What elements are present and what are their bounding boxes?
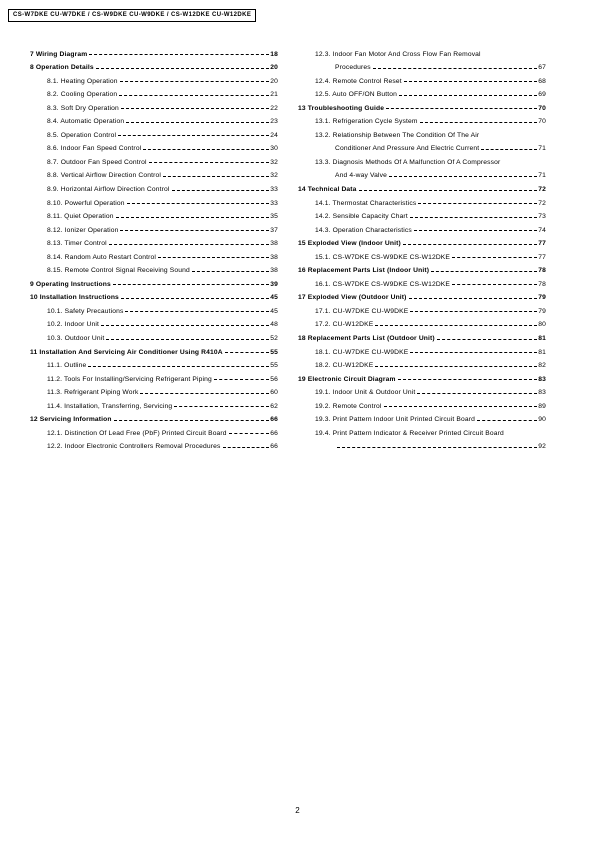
- toc-dot-leader: [109, 244, 270, 245]
- toc-entry-title: 8.12. Ionizer Operation: [47, 226, 119, 234]
- toc-subsection-entry[interactable]: [298, 247, 546, 261]
- toc-dot-leader: [389, 176, 537, 177]
- toc-dot-leader: [420, 122, 538, 123]
- toc-subsection-entry[interactable]: [298, 152, 546, 166]
- toc-entry-page: 66: [270, 443, 278, 451]
- toc-subsection-entry[interactable]: [298, 423, 546, 437]
- toc-subsection-entry[interactable]: [298, 396, 546, 410]
- toc-entry-page: 71: [538, 172, 546, 180]
- toc-entry-title: 18.1. CU-W7DKE CU-W9DKE: [315, 348, 409, 356]
- toc-dot-leader: [126, 122, 269, 123]
- toc-entry-page: 35: [270, 213, 278, 221]
- toc-entry-title: 8.3. Soft Dry Operation: [47, 104, 119, 112]
- toc-entry-title: 10 Installation Instructions: [30, 294, 119, 302]
- toc-dot-leader: [174, 406, 269, 407]
- toc-dot-leader: [418, 203, 537, 204]
- toc-section-entry[interactable]: [298, 98, 546, 112]
- toc-section-entry[interactable]: [298, 261, 546, 275]
- toc-entry-page: 20: [270, 64, 278, 72]
- toc-subsection-entry[interactable]: [30, 328, 278, 342]
- toc-subsection-entry[interactable]: [30, 152, 278, 166]
- toc-section-entry[interactable]: [30, 44, 278, 58]
- toc-dot-leader: [375, 325, 537, 326]
- toc-entry-title: 12.1. Distinction Of Lead Free (PbF) Printed Circuit Board: [47, 429, 227, 437]
- toc-entry-page: 81: [538, 348, 546, 356]
- toc-entry-page: 79: [538, 307, 546, 315]
- toc-section-entry[interactable]: [30, 58, 278, 72]
- toc-entry-page: 82: [538, 362, 546, 370]
- toc-entry-page: 70: [538, 104, 546, 112]
- toc-dot-leader: [121, 108, 269, 109]
- toc-entry-title: 8.4. Automatic Operation: [47, 118, 125, 126]
- toc-entry-title: 16.1. CS-W7DKE CS-W9DKE CS-W12DKE: [315, 280, 451, 288]
- toc-section-entry[interactable]: [30, 288, 278, 302]
- toc-entry-title: 8.2. Cooling Operation: [47, 91, 118, 99]
- toc-entry-page: 66: [270, 429, 278, 437]
- toc-subsection-entry[interactable]: [30, 437, 278, 451]
- toc-entry-title: 15.1. CS-W7DKE CS-W9DKE CS-W12DKE: [315, 253, 451, 261]
- toc-entry-title: 8.8. Vertical Airflow Direction Control: [47, 172, 162, 180]
- toc-entry-title: 10.1. Safety Precautions: [47, 307, 124, 315]
- toc-entry-title: 14 Technical Data: [298, 186, 357, 194]
- toc-subsection-entry[interactable]: [30, 261, 278, 275]
- toc-subsection-entry[interactable]: [298, 85, 546, 99]
- toc-entry-title: 13.1. Refrigeration Cycle System: [315, 118, 418, 126]
- toc-dot-leader: [386, 108, 537, 109]
- toc-dot-leader: [410, 352, 537, 353]
- toc-entry-title: 10.2. Indoor Unit: [47, 321, 99, 329]
- toc-entry-title: 17.2. CU-W12DKE: [315, 321, 374, 329]
- toc-dot-leader: [140, 393, 269, 394]
- toc-entry-page: 45: [270, 307, 278, 315]
- toc-dot-leader: [88, 366, 269, 367]
- toc-entry-title: 19.2. Remote Control: [315, 402, 382, 410]
- toc-subsection-entry[interactable]: [298, 166, 546, 180]
- toc-dot-leader: [481, 149, 537, 150]
- toc-entry-title: 19.3. Print Pattern Indoor Unit Printed Circuit Board: [315, 416, 475, 424]
- toc-entry-page: 22: [270, 104, 278, 112]
- toc-subsection-entry[interactable]: [298, 193, 546, 207]
- toc-entry-page: 89: [538, 402, 546, 410]
- toc-subsection-entry[interactable]: [298, 410, 546, 424]
- toc-subsection-entry[interactable]: [30, 234, 278, 248]
- toc-entry-page: 67: [538, 64, 546, 72]
- toc-entry-page: 71: [538, 145, 546, 153]
- toc-section-entry[interactable]: [30, 342, 278, 356]
- toc-entry-page: 70: [538, 118, 546, 126]
- toc-entry-page: 77: [538, 253, 546, 261]
- toc-left-column: [30, 44, 278, 450]
- toc-subsection-entry[interactable]: [298, 274, 546, 288]
- toc-dot-leader: [214, 379, 269, 380]
- toc-section-entry[interactable]: [298, 328, 546, 342]
- toc-entry-title: 8.5. Operation Control: [47, 131, 117, 139]
- toc-subsection-entry[interactable]: [298, 58, 546, 72]
- toc-entry-title: 8.13. Timer Control: [47, 240, 107, 248]
- toc-entry-title: 7 Wiring Diagram: [30, 50, 88, 58]
- toc-entry-title: 8.7. Outdoor Fan Speed Control: [47, 158, 147, 166]
- toc-dot-leader: [437, 339, 537, 340]
- toc-section-entry[interactable]: [298, 288, 546, 302]
- toc-entry-title: Conditioner And Pressure And Electric Current: [335, 145, 480, 153]
- toc-entry-title: 11.3. Refrigerant Piping Work: [47, 389, 139, 397]
- toc-entry-page: 37: [270, 226, 278, 234]
- toc-dot-leader: [120, 230, 269, 231]
- toc-dot-leader: [143, 149, 269, 150]
- page-number: 2: [295, 806, 300, 815]
- toc-entry-page: 78: [538, 267, 546, 275]
- toc-right-column: [298, 44, 546, 450]
- toc-entry-title: 11.2. Tools For Installing/Servicing Refrigerant Piping: [47, 375, 212, 383]
- toc-entry-page: 74: [538, 226, 546, 234]
- toc-entry-page: 18: [270, 50, 278, 58]
- toc-dot-leader: [163, 176, 269, 177]
- toc-dot-leader: [120, 81, 270, 82]
- toc-subsection-entry[interactable]: [30, 423, 278, 437]
- toc-dot-leader: [127, 203, 270, 204]
- toc-dot-leader: [452, 284, 537, 285]
- toc-entry-page: 81: [538, 335, 546, 343]
- toc-subsection-entry[interactable]: [30, 125, 278, 139]
- toc-dot-leader: [414, 230, 537, 231]
- toc-entry-page: 23: [270, 118, 278, 126]
- toc-entry-page: 48: [270, 321, 278, 329]
- toc-entry-title: 14.2. Sensible Capacity Chart: [315, 213, 408, 221]
- toc-dot-leader: [106, 339, 269, 340]
- toc-entry-title: 12.2. Indoor Electronic Controllers Removal Procedures: [47, 443, 221, 451]
- toc-entry-page: 55: [270, 362, 278, 370]
- toc-dot-leader: [96, 68, 269, 69]
- toc-section-entry[interactable]: [298, 179, 546, 193]
- toc-subsection-entry[interactable]: [298, 301, 546, 315]
- toc-entry-title: 13 Troubleshooting Guide: [298, 104, 385, 112]
- toc-subsection-entry[interactable]: [298, 437, 546, 451]
- toc-entry-page: 73: [538, 213, 546, 221]
- toc-subsection-entry[interactable]: [30, 396, 278, 410]
- toc-subsection-entry[interactable]: [30, 369, 278, 383]
- toc-entry-page: 72: [538, 186, 546, 194]
- toc-entry-title: 18 Replacement Parts List (Outdoor Unit): [298, 335, 435, 343]
- toc-entry-title: 11.1. Outline: [47, 362, 87, 370]
- toc-entry-page: 72: [538, 199, 546, 207]
- toc-dot-leader: [477, 420, 537, 421]
- toc-dot-leader: [101, 325, 269, 326]
- toc-entry-page: 32: [270, 172, 278, 180]
- toc-entry-page: 55: [270, 348, 278, 356]
- toc-entry-title: 8.11. Quiet Operation: [47, 213, 114, 221]
- toc-entry-page: 24: [270, 131, 278, 139]
- toc-subsection-entry[interactable]: [30, 247, 278, 261]
- toc-subsection-entry[interactable]: [30, 220, 278, 234]
- toc-entry-title: 8.1. Heating Operation: [47, 77, 118, 85]
- toc-subsection-entry[interactable]: [30, 112, 278, 126]
- toc-dot-leader: [373, 68, 538, 69]
- toc-entry-page: 38: [270, 267, 278, 275]
- toc-dot-leader: [118, 135, 269, 136]
- toc-entry-page: 66: [270, 416, 278, 424]
- toc-entry-title: 10.3. Outdoor Unit: [47, 335, 105, 343]
- toc-entry-page: 39: [270, 280, 278, 288]
- toc-dot-leader: [116, 217, 270, 218]
- toc-dot-leader: [384, 406, 538, 407]
- toc-entry-page: 78: [538, 280, 546, 288]
- toc-subsection-entry[interactable]: [298, 356, 546, 370]
- toc-entry-page: 77: [538, 240, 546, 248]
- toc-entry-title: 12.4. Remote Control Reset: [315, 77, 402, 85]
- toc-dot-leader: [125, 311, 269, 312]
- toc-dot-leader: [431, 271, 537, 272]
- toc-entry-title: And 4-way Valve: [335, 172, 387, 180]
- toc-subsection-entry[interactable]: [298, 125, 546, 139]
- toc-entry-title: 8.9. Horizontal Airflow Direction Control: [47, 186, 170, 194]
- toc-entry-title: 8.10. Powerful Operation: [47, 199, 125, 207]
- toc-dot-leader: [89, 54, 269, 55]
- toc-dot-leader: [404, 81, 537, 82]
- toc-subsection-entry[interactable]: [298, 139, 546, 153]
- toc-subsection-entry[interactable]: [298, 207, 546, 221]
- toc-entry-title: 12.3. Indoor Fan Motor And Cross Flow Fan Removal: [315, 50, 481, 58]
- toc-entry-page: 33: [270, 199, 278, 207]
- toc-section-entry[interactable]: [298, 369, 546, 383]
- toc-subsection-entry[interactable]: [298, 315, 546, 329]
- toc-entry-page: 90: [538, 416, 546, 424]
- toc-entry-title: 8 Operation Details: [30, 64, 94, 72]
- toc-entry-title: 8.15. Remote Control Signal Receiving Sound: [47, 267, 190, 275]
- toc-section-entry[interactable]: [298, 234, 546, 248]
- toc-entry-title: 11.4. Installation, Transferring, Servicing: [47, 402, 173, 410]
- toc-entry-title: 19.4. Print Pattern Indicator & Receiver Printed Circuit Board: [315, 429, 504, 437]
- toc-entry-title: 18.2. CU-W12DKE: [315, 362, 374, 370]
- toc-dot-leader: [223, 447, 270, 448]
- toc-entry-title: 9 Operating Instructions: [30, 280, 111, 288]
- toc-entry-page: 38: [270, 253, 278, 261]
- toc-subsection-entry[interactable]: [30, 179, 278, 193]
- toc-subsection-entry[interactable]: [30, 98, 278, 112]
- toc-subsection-entry[interactable]: [30, 71, 278, 85]
- toc-entry-title: 12 Servicing Information: [30, 416, 112, 424]
- toc-subsection-entry[interactable]: [30, 383, 278, 397]
- toc-entry-title: 19 Electronic Circuit Diagram: [298, 375, 396, 383]
- toc-entry-page: 83: [538, 389, 546, 397]
- toc-dot-leader: [410, 311, 537, 312]
- toc-dot-leader: [399, 95, 537, 96]
- toc-entry-title: 13.2. Relationship Between The Condition Of The Air: [315, 131, 480, 139]
- toc-dot-leader: [417, 393, 537, 394]
- toc-dot-leader: [375, 366, 537, 367]
- document-header: CS-W7DKE CU-W7DKE / CS-W9DKE CU-W9DKE / CS-W12DKE CU-W12DKE: [8, 9, 256, 22]
- toc-entry-title: 12.5. Auto OFF/ON Button: [315, 91, 398, 99]
- toc-entry-page: 69: [538, 91, 546, 99]
- toc-entry-title: 15 Exploded View (Indoor Unit): [298, 240, 401, 248]
- toc-dot-leader: [403, 244, 537, 245]
- toc-entry-title: 14.3. Operation Characteristics: [315, 226, 412, 234]
- toc-dot-leader: [337, 447, 537, 448]
- toc-entry-title: 17.1. CU-W7DKE CU-W9DKE: [315, 307, 409, 315]
- toc-dot-leader: [410, 217, 537, 218]
- toc-dot-leader: [359, 190, 538, 191]
- toc-entry-title: 11 Installation And Servicing Air Conditioner Using R410A: [30, 348, 223, 356]
- toc-dot-leader: [225, 352, 270, 353]
- toc-dot-leader: [398, 379, 538, 380]
- toc-dot-leader: [409, 298, 538, 299]
- toc-subsection-entry[interactable]: [30, 85, 278, 99]
- toc-entry-page: 30: [270, 145, 278, 153]
- toc-dot-leader: [113, 284, 269, 285]
- toc-dot-leader: [229, 433, 270, 434]
- toc-entry-page: 52: [270, 335, 278, 343]
- toc-subsection-entry[interactable]: [298, 44, 546, 58]
- toc-entry-page: 38: [270, 240, 278, 248]
- toc-entry-page: 83: [538, 375, 546, 383]
- toc-entry-page: 80: [538, 321, 546, 329]
- toc-entry-title: 16 Replacement Parts List (Indoor Unit): [298, 267, 430, 275]
- toc-dot-leader: [172, 190, 270, 191]
- toc-dot-leader: [158, 257, 269, 258]
- toc-subsection-entry[interactable]: [298, 112, 546, 126]
- toc-entry-page: 45: [270, 294, 278, 302]
- toc-entry-page: 33: [270, 186, 278, 194]
- toc-section-entry[interactable]: [30, 410, 278, 424]
- toc-subsection-entry[interactable]: [30, 315, 278, 329]
- toc-section-entry[interactable]: [30, 274, 278, 288]
- toc-entry-title: 13.3. Diagnosis Methods Of A Malfunction Of A Compressor: [315, 158, 501, 166]
- toc-subsection-entry[interactable]: [298, 220, 546, 234]
- toc-entry-page: 21: [270, 91, 278, 99]
- toc-subsection-entry[interactable]: [30, 301, 278, 315]
- toc-entry-title: 17 Exploded View (Outdoor Unit): [298, 294, 407, 302]
- toc-subsection-entry[interactable]: [30, 356, 278, 370]
- toc-entry-page: 79: [538, 294, 546, 302]
- toc-entry-title: 14.1. Thermostat Characteristics: [315, 199, 417, 207]
- toc-entry-title: Procedures: [335, 64, 371, 72]
- toc-entry-page: 92: [538, 443, 546, 451]
- toc-dot-leader: [192, 271, 269, 272]
- toc-subsection-entry[interactable]: [30, 193, 278, 207]
- toc-entry-title: 19.1. Indoor Unit & Outdoor Unit: [315, 389, 416, 397]
- toc-entry-page: 32: [270, 158, 278, 166]
- toc-subsection-entry[interactable]: [298, 342, 546, 356]
- toc-subsection-entry[interactable]: [30, 139, 278, 153]
- toc-entry-page: 56: [270, 375, 278, 383]
- toc-dot-leader: [119, 95, 269, 96]
- toc-entry-title: 8.14. Random Auto Restart Control: [47, 253, 157, 261]
- toc-entry-title: 8.6. Indoor Fan Speed Control: [47, 145, 142, 153]
- toc-entry-page: 20: [270, 77, 278, 85]
- toc-entry-page: 60: [270, 389, 278, 397]
- toc-subsection-entry[interactable]: [298, 71, 546, 85]
- toc-subsection-entry[interactable]: [30, 166, 278, 180]
- toc-dot-leader: [452, 257, 537, 258]
- toc-subsection-entry[interactable]: [30, 207, 278, 221]
- toc-dot-leader: [114, 420, 270, 421]
- toc-entry-page: 68: [538, 77, 546, 85]
- toc-dot-leader: [121, 298, 269, 299]
- toc-entry-page: 62: [270, 402, 278, 410]
- toc-subsection-entry[interactable]: [298, 383, 546, 397]
- toc-dot-leader: [149, 162, 270, 163]
